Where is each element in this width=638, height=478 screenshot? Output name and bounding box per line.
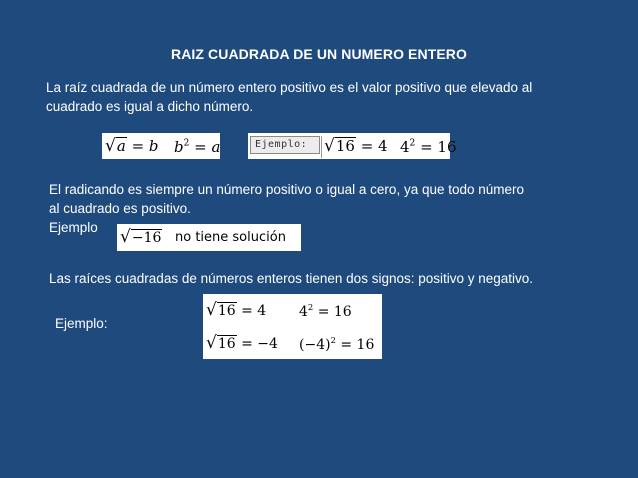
definition-power-exponent: 2 <box>183 138 190 149</box>
two-signs-row1-radicand: 16 <box>217 303 236 319</box>
no-solution-radicand: −16 <box>131 230 162 246</box>
example-power-expression <box>400 138 457 156</box>
paragraph-definition <box>46 78 532 116</box>
definition-formula-box <box>102 133 220 159</box>
definition-radicand: a <box>116 137 126 155</box>
slide-title: RAIZ CUADRADA DE UN NUMERO ENTERO <box>170 46 467 62</box>
paragraph-definition-line-1: La raíz cuadrada de un número entero positivo es el valor positivo que elevado al <box>46 80 533 95</box>
definition-root-expression <box>105 136 159 156</box>
two-signs-row2-power-result: = 16 <box>340 336 375 353</box>
definition-root-result: = b <box>131 137 159 155</box>
definition-power-expression <box>174 138 220 156</box>
example-root-result: = 4 <box>360 137 388 155</box>
ejemplo-label-1: Ejemplo <box>49 220 98 235</box>
two-signs-row2-power-base: (−4) <box>299 336 331 353</box>
example-power-result: = 16 <box>420 138 457 156</box>
two-signs-row1-root <box>206 300 266 320</box>
two-signs-box <box>203 294 382 359</box>
two-signs-row1-power-result: = 16 <box>317 303 352 320</box>
example-separator <box>321 136 322 158</box>
two-signs-row1-power <box>299 302 352 320</box>
example-root-expression <box>324 136 388 156</box>
two-signs-row2-root <box>206 333 278 353</box>
radical-icon: √ <box>324 136 335 156</box>
definition-power-base: b <box>174 138 184 156</box>
ejemplo-label-2: Ejemplo: <box>55 316 108 331</box>
no-solution-text: no tiene solución <box>175 230 286 245</box>
paragraph-definition-line-2: cuadrado es igual a dicho número. <box>46 99 254 114</box>
example-power-base: 4 <box>400 138 410 156</box>
example-formula-label: Ejemplo: <box>250 136 320 154</box>
definition-power-result: = a <box>194 138 221 156</box>
two-signs-row2-power-exponent: 2 <box>330 335 336 345</box>
radical-icon: √ <box>206 333 217 353</box>
two-signs-row2-result: = −4 <box>241 336 278 352</box>
example-radicand: 16 <box>335 137 355 155</box>
two-signs-row2-power <box>299 335 374 353</box>
radical-icon: √ <box>120 227 131 247</box>
example-power-exponent: 2 <box>409 138 416 149</box>
paragraph-radicand-line-2: al cuadrado es positivo. <box>49 201 191 216</box>
paragraph-radicand-line-1: El radicando es siempre un número positivo o igual a cero, ya que todo número <box>49 182 525 197</box>
no-solution-box <box>117 224 301 251</box>
two-signs-row2-radicand: 16 <box>217 336 236 352</box>
two-signs-row1-power-base: 4 <box>299 303 308 320</box>
two-signs-row1-power-exponent: 2 <box>307 302 314 312</box>
example-formula-box <box>248 133 457 159</box>
radical-icon: √ <box>206 300 217 320</box>
paragraph-two-signs: Las raíces cuadradas de números enteros tienen dos signos: positivo y negativo. <box>49 271 534 286</box>
no-solution-root-expression <box>120 227 162 247</box>
radical-icon: √ <box>105 136 116 156</box>
two-signs-row1-result: = 4 <box>241 303 267 319</box>
